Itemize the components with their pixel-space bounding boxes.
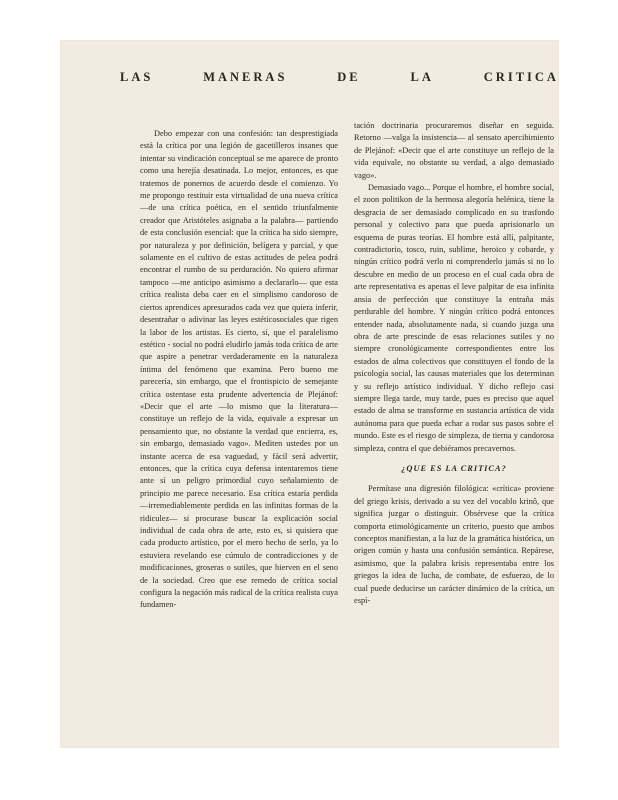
left-column — [140, 128, 338, 612]
section-heading: ¿QUE ES LA CRITICA? — [401, 463, 507, 473]
title-word: MANERAS — [203, 70, 288, 84]
title-word: CRITICA — [483, 70, 559, 84]
paragraph: Debo empezar con una confesión: tan desprestigiada está la crítica por una legión de gacetilleros insanes que intentar su vindicación conceptual se me aparece de pronto como una herejía desatinada. Lo mejor, entonces, es que tratemos de ponernos de acuerdo desde el comienzo. Yo me propongo restituir esta virtualidad de una nueva crítica —de una crítica poética, en el sentido triunfalmente creador que Aristóteles asignaba a la palabra— partiendo de esta conclusión esencial: que la crítica ha sido siempre, por naturaleza y por definición, belígera y parcial, y que solamente en el cultivo de estas actitudes de pelea podrá encontrar el rumbo de su perduración. No quiero afirmar tampoco —me anticipo asimismo a declararlo— que esta crítica realista deba caer en el simplismo candoroso de ciertos aprendices apresurados cada vez que quiera inferir, desentrañar o adivinar las leyes estéticosociales que rigen la labor de los artistas. Es cierto, sí, que el paralelismo estético - social no podrá eludirlo jamás toda crítica de arte que aspire a penetrar verdaderamente en la naturaleza íntima del fenómeno que examina. Pero bueno me parecería, sin embargo, que el frontispicio de semejante crítica ostentase esta prudente advertencia de Plejánof: «Decir que el arte —lo mismo que la literatura— constituye un reflejo de la vida, equivale a expresar un pensamiento que, no obstante la verdad que encierra, es, sin embargo, demasiado vago». Mediten ustedes por un instante acerca de esa vaguedad, y fácil será advertir, entonces, que la crítica cuya defensa intentaremos tiene ante sí un peligro primordial cuyo señalamiento de principio me parece necesario. Esa crítica estaría perdida —irremediablemente perdida en las infinitas formas de la ridiculez— si procurase buscar la explicación social individual de cada obra de arte, esto es, si quisiera que cada producto artístico, por el mero hecho de serlo, ya lo estuviera revelando ese cúmulo de contradicciones y de modificaciones, groseras o sutiles, que hierven en el seno de la sociedad. Creo que ese remedo de crítica social configura la negación más radical de la crítica realista cuya fundamen- — [140, 129, 338, 610]
page — [60, 40, 559, 748]
title-word: LA — [410, 70, 434, 84]
title-word: DE — [337, 70, 361, 84]
paragraph: Demasiado vago... Porque el hombre, el hombre social, el zoon politikon de la hermosa alegoría helénica, tiene la desgracia de ser demasiado complicado en su trasfondo personal y colectivo para que pueda aprisionarlo un esquema de puras teorías. El hombre está allí, palpitante, contradictorio, tosco, ruin, sublime, heroico y cobarde, y ningún crítico podrá verlo ni comprenderlo jamás si no lo descubre en medio de un proceso en el cual cada obra de arte representativa es apenas el leve palpitar de esa infinita ansia de perfección que constituye la entraña más perdurable del hombre. Y ningún crítico podrá entonces entender nada, absolutamente nada, si cuando juzga una obra de arte prescinde de esas relaciones sutiles y no siempre cronológicamente correspondientes entre los estados de alma colectivos que constituyen el fondo de la psicología social, las causas materiales que los determinan y su reflejo artístico individual. Y dicho reflejo casi siempre llega tarde, muy tarde, pues es preciso que aquel estado de alma se transforme en sustancia artística de vida autónoma para que pueda echar a rodar sus pasos sobre el mundo. Este es el riesgo de simpleza, de tierna y candorosa simpleza, contra el que debiéramos precavernos. — [354, 183, 554, 453]
right-column — [354, 120, 554, 607]
paragraph: tación doctrinaria procuraremos diseñar en seguida. Retorno —valga la insistencia— al sensato apercibimiento de Plejánof: «Decir que el arte constituye un reflejo de la vida equivale, no obstante su verdad, a algo demasiado vago». — [354, 121, 554, 180]
paragraph: Permítase una digresión filológica: «crítica» proviene del griego krisis, derivado a su vez del vocablo krinô, que significa juzgar o distinguir. Obsérvese que la crítica comporta etimológicamente un criterio, puesto que ambos conceptos manifiestan, a la luz de la gramática histórica, un origen común y hasta una confusión semántica. Repárese, asimismo, que la palabra krisis representaba entre los griegos la idea de lucha, de combate, de esfuerzo, de lo cual puede deducirse un carácter dinámico de la crítica, un espí- — [354, 484, 554, 606]
article-title — [120, 70, 559, 85]
title-word: LAS — [120, 70, 154, 84]
